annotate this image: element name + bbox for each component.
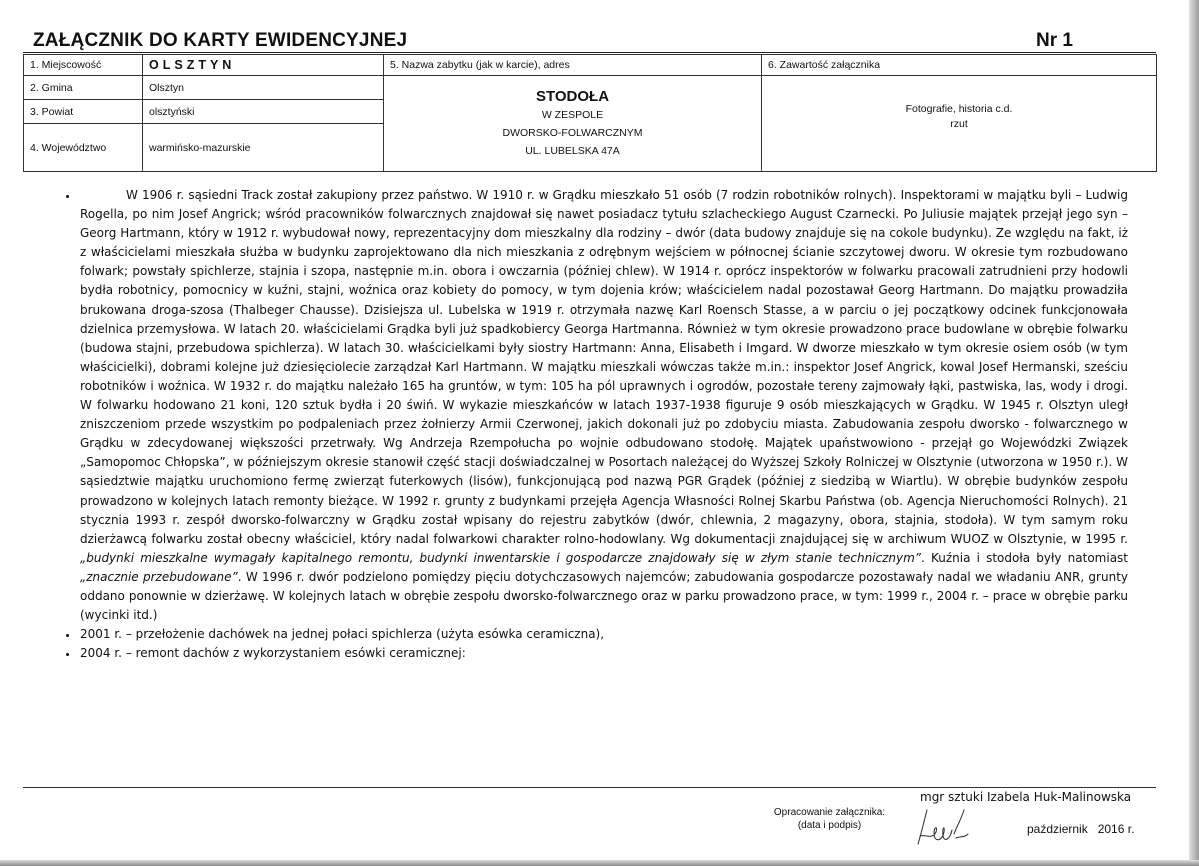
paragraph-quote-2: „znacznie przebudowane” [80, 569, 238, 584]
contents-value-line-2: rzut [950, 118, 968, 130]
history-main-item [79, 186, 1128, 625]
monument-name-line-4: UL. LUBELSKA 47A [525, 144, 620, 157]
commune-value: Olsztyn [143, 76, 384, 100]
history-main-paragraph [80, 188, 1128, 622]
monument-name-line-2: W ZESPOLE [541, 108, 604, 121]
author-name: mgr sztuki Izabela Huk-Malinowska [920, 790, 1132, 804]
history-text [48, 186, 1128, 663]
document-title: ZAŁĄCZNIK DO KARTY EWIDENCYJNEJ [33, 30, 408, 51]
commune-label: 2. Gmina [24, 76, 143, 100]
history-list [48, 186, 1128, 663]
district-label: 3. Powiat [24, 100, 143, 124]
monument-label: 5. Nazwa zabytku (jak w karcie), adres [384, 55, 762, 76]
prepared-label [757, 806, 902, 832]
locality-value [143, 55, 384, 76]
voivodeship-label: 4. Województwo [24, 124, 143, 172]
history-item-2001: • 2001 r. – przełożenie dachówek na jednej połaci spichlerza (użyta esówka ceramiczna), [79, 625, 1128, 644]
history-item-2004: • 2004 r. – remont dachów z wykorzystaniem esówki ceramicznej: [79, 644, 1128, 663]
locality-value-text: OLSZTYN [149, 58, 236, 72]
paragraph-segment-1: W 1906 r. sąsiedni Track został zakupiony przez państwo. W 1910 r. w Grądku mieszkało 51 osób (7 rodzin robotników rolnych). Inspektorami w majątku byli – Ludwig Rogella, po nim Josef Angrick; wśród pracowników folwarcznych znajdował się nawet posiadacz tytułu szlacheckiego August Czarnecki. Po Juliusie majątek przejął jego syn – Georg Hartmann, który w 1912 r. wybudował nowy, reprezentacyjny dom mieszkalny dla rodziny – dwór (data budowy znajduje się na cokole budynku). Ze względu na fakt, iż z właścicielami mieszkała służba w budynku zaprojektowano dla nich mieszkania z odrębnym wejściem w północnej ścianie szczytowej dworu. W okresie tym rozbudowano folwark; powstały spichlerze, stajnia i szopa, następnie m.in. obora i owczarnia (później chlew). W 1914 r. oprócz inspektorów w folwarku pracowali zatrudnieni przy hodowli bydła robotnicy, pomocnicy w kuźni, stajni, woźnica oraz kobiety do pomocy, w tym dojenia krów; właścicielem nadal pozostawał Georg Hartmann. Do majątku prowadziła brukowana droga-szosa (Thalbeger Chausse). Dzisiejsza ul. Lubelska w 1919 r. otrzymała nazwę Karl Roensch Stasse, a w parciu o jej początkowy odcinek funkcjonowała dzielnica przemysłowa. W latach 20. właścicielami Grądka byli już spadkobiercy Georga Hartmanna. Również w tym okresie prowadzono prace budowlane w obrębie folwarku (budowa stajni, przebudowa spichlerza). W latach 30. właścicielkami były siostry Hartmann: Anna, Elisabeth i Imgard. W dworze mieszkało w tym okresie osiem osób (w tym właścicielki), dobrami kolejne już dziesięciolecie zarządzał Karl Hartmann. W majątku mieszkali wówczas także m.in.: inspektor Josef Angrick, kowal Josef Hermanski, sześciu robotników i woźnica. W 1932 r. do majątku należało 165 ha gruntów, w tym: 105 ha pól uprawnych i ogrodów, pozostałe tereny zajmowały łąki, pastwiska, las, wody i drogi. W folwarku hodowano 21 koni, 120 sztuk bydła i 20 świń. W wykazie mieszkańców w latach 1937-1938 figuruje 9 osób mieszkających w Grądku. W 1945 r. Olsztyn uległ zniszczeniom przede wszystkim po podpaleniach przez żołnierzy Armii Czerwonej, jakich dokonali już po zdobyciu miasta. Zabudowania zespołu dworsko - folwarcznego w Grądku w zdecydowanej większości przetrwały. Wg Andrzeja Rzempołucha po wojnie odbudowano stodołę. Majątek upaństwowiono - przejął go Wojewódzki Związek „Samopomoc Chłopska”, w późniejszym okresie stanowił część stacji doświadczalnej w Posortach należącej do Wyższej Szkoły Rolniczej w Olsztynie (utworzona w 1950 r.). W sąsiedztwie majątku uruchomiono fermę zwierząt futerkowych (lisów), funkcjonującą pod nazwą PGR Grądek (później z siedzibą w Wiartlu). W obrębie budynków zespołu prowadzono w kolejnych latach remonty bieżące. W 1992 r. grunty z budynkami przejęła Agencja Własności Rolnej Skarbu Państwa (ob. Agencja Nieruchomości Rolnych). 21 stycznia 1993 r. zespół dworsko-folwarczny w Grądku został wpisany do rejestru zabytków (dwór, chlewnia, 2 magazyny, obora, stajnia, stodoła). W tym samym roku dzierżawcą folwarku został obecny właściciel, który nadal folwarkowi charakter rolno-hodowlany. Wg dokumentacji znajdującej się w archiwum WUOZ w Olsztynie, w 1995 r. [80, 188, 1128, 546]
info-table [23, 54, 1157, 172]
scan-edge-right [1189, 0, 1199, 866]
footer-rule [23, 787, 1156, 788]
locality-label: 1. Miejscowość [24, 55, 143, 76]
attachment-number: Nr 1 [1036, 30, 1073, 51]
handwritten-signature [912, 804, 972, 848]
paragraph-quote-1: „budynki mieszkalne wymagały kapitalnego remontu, budynki inwentarskie i gospodarcze znajdowały się w złym stanie technicznym” [80, 550, 922, 565]
prepared-label-line-2: (data i podpis) [797, 820, 862, 831]
date-text: październik 2016 r. [1027, 822, 1135, 836]
voivodeship-value: warmińsko-mazurskie [143, 124, 384, 172]
scan-edge-bottom [0, 860, 1199, 866]
monument-name-line-3: DWORSKO-FOLWARCZNYM [502, 126, 643, 139]
contents-value [762, 76, 1157, 172]
monument-name-line-1: STODOŁA [535, 87, 610, 105]
contents-label: 6. Zawartość załącznika [762, 55, 1157, 76]
paragraph-segment-2: . Kuźnia i stodoła były natomiast [921, 550, 1128, 565]
contents-value-line-1: Fotografie, historia c.d. [905, 103, 1013, 115]
prepared-label-line-1: Opracowanie załącznika: [773, 807, 886, 818]
district-value: olsztyński [143, 100, 384, 124]
paragraph-segment-3: . W 1996 r. dwór podzielono pomiędzy pięciu dotychczasowych najemców; zabudowania gospodarcze pozostawały nadal we władaniu ANR, grunty oddano ponownie w dzierżawę. W kolejnych latach w obrębie zespołu dworsko-folwarcznego oraz w parku prowadzono prace, w tym: 1999 r., 2004 r. – prace w obrębie parku (wycinki itd.) [80, 569, 1129, 623]
header-rule [23, 52, 1156, 53]
monument-name [384, 76, 762, 172]
